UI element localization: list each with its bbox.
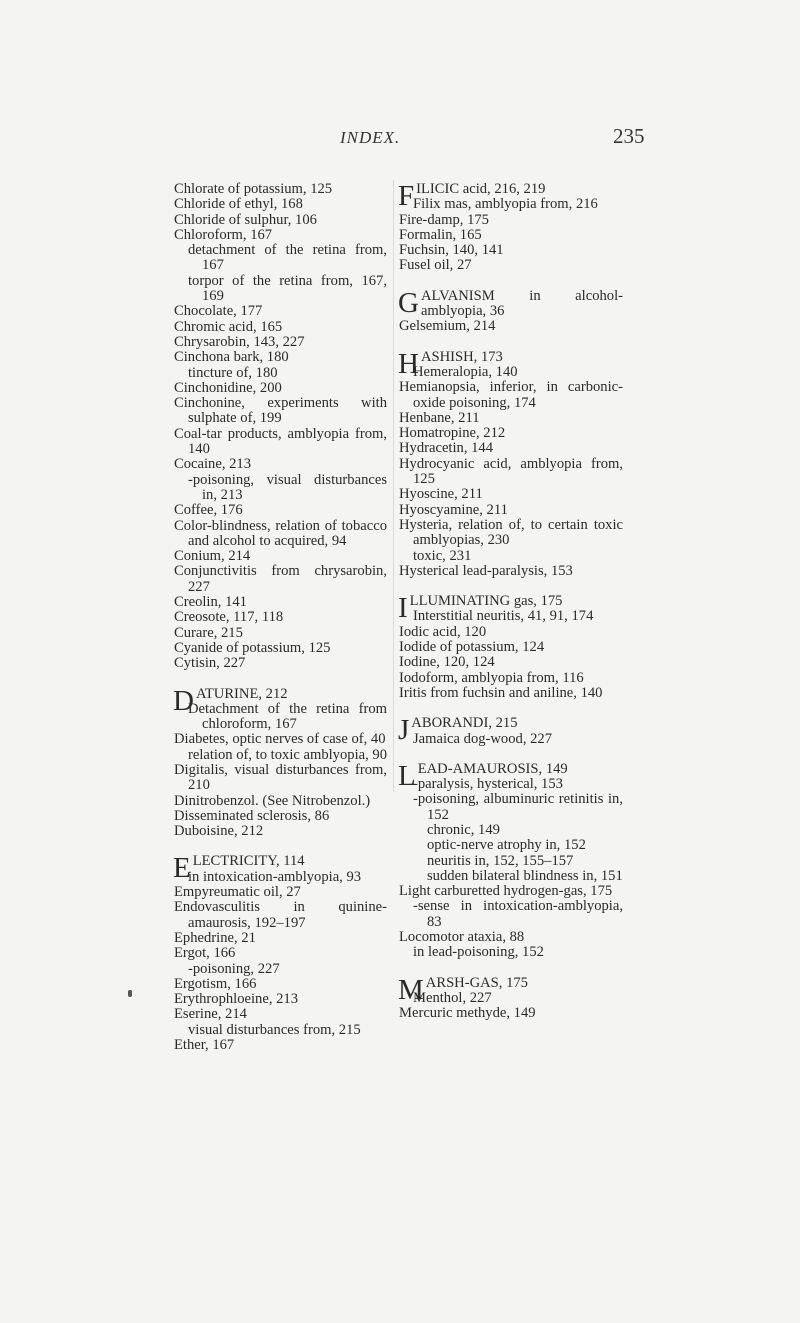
index-entry: Curare, 215: [174, 624, 243, 641]
index-entry: Fusel oil, 27: [399, 257, 472, 274]
index-entry: Fire-damp, 175: [399, 211, 489, 228]
drop-cap-letter: M: [398, 973, 424, 1006]
index-entry: Ephedrine, 21: [174, 929, 256, 946]
index-entry: Hydrocyanic acid, amblyopia from, 125: [399, 455, 623, 488]
index-entry: Ergotism, 166: [174, 975, 257, 992]
section-gap: [399, 747, 623, 762]
index-subentry: Filix mas, amblyopia from, 216: [413, 196, 598, 213]
index-entry: Erythrophloeine, 213: [174, 991, 299, 1008]
index-entry-text: ILICIC acid, 216, 219: [416, 181, 546, 197]
index-entry: Iodoform, amblyopia from, 116: [399, 669, 584, 686]
index-entry: Homatropine, 212: [399, 425, 506, 442]
drop-cap-letter: J: [398, 714, 410, 747]
index-column-right: [399, 182, 623, 1022]
index-subentry: -poisoning, visual disturbances in, 213: [188, 471, 387, 503]
index-entry: Iodic acid, 120: [399, 623, 487, 640]
index-entry: Hydracetin, 144: [399, 440, 494, 457]
index-subentry: relation of, to toxic amblyopia, 90: [188, 746, 387, 763]
index-entry: Eserine, 214: [174, 1006, 247, 1023]
drop-cap-letter: E: [173, 852, 191, 885]
index-entry: Locomotor ataxia, 88: [399, 929, 525, 946]
index-entry: Henbane, 211: [399, 409, 480, 426]
index-subentry: -poisoning, 227: [188, 960, 280, 977]
index-entry: Gelsemium, 214: [399, 318, 496, 335]
index-column-left: [174, 182, 387, 1053]
index-entry: Chrysarobin, 143, 227: [174, 333, 305, 350]
index-entry: Chocolate, 177: [174, 303, 263, 320]
index-subentry: -sense in intoxication-amblyopia, 83: [413, 898, 623, 930]
index-entry: Light carburetted hydrogen-gas, 175: [399, 883, 613, 900]
index-entry: Iodide of potassium, 124: [399, 639, 545, 656]
column-divider: [393, 180, 394, 792]
index-subentry: neuritis in, 152, 155–157: [427, 852, 574, 869]
index-subentry: Menthol, 227: [413, 989, 492, 1006]
index-entry: Disseminated sclerosis, 86: [174, 807, 330, 824]
section-gap: [174, 672, 387, 687]
index-subentry: Detachment of the retina from chloroform, 167: [188, 700, 387, 733]
index-entry: Digitalis, visual disturbances from, 210: [174, 761, 387, 794]
index-section-heading: [398, 286, 623, 320]
index-entry: Color-blindness, relation of tobacco and alcohol to acquired, 94: [174, 517, 387, 549]
index-entry: Conium, 214: [174, 548, 251, 565]
index-entry: Endovasculitis in quinine-amaurosis, 192–197: [174, 899, 387, 931]
index-subentry: visual disturbances from, 215: [188, 1021, 361, 1038]
index-entry-text: LECTRICITY, 114: [192, 853, 305, 870]
index-entry: Coffee, 176: [174, 502, 243, 519]
section-gap: [399, 579, 623, 594]
index-entry: Chlorate of potassium, 125: [174, 181, 333, 197]
index-entry-text: ATURINE, 212: [195, 685, 288, 702]
index-entry: Mercuric methyde, 149: [399, 1005, 536, 1022]
section-gap: [399, 961, 623, 976]
index-entry: Diabetes, optic nerves of case of, 40: [174, 731, 386, 748]
index-entry: Chloride of sulphur, 106: [174, 211, 317, 228]
index-entry: Dinitrobenzol. (See Nitrobenzol.): [174, 792, 371, 809]
index-entry: Cinchona bark, 180: [174, 349, 289, 366]
index-subentry: sudden bilateral blindness in, 151: [427, 867, 623, 884]
index-entry: Hyoscyamine, 211: [399, 501, 508, 518]
index-entry: Cinchonidine, 200: [174, 379, 282, 396]
index-entry: Cinchonine, experiments with sulphate of, 199: [174, 395, 387, 427]
index-entry: Creolin, 141: [174, 594, 247, 611]
index-subentry: torpor of the retina from, 167, 169: [188, 272, 387, 305]
index-entry: Conjunctivitis from chrysarobin, 227: [174, 563, 387, 595]
index-entry: Chloride of ethyl, 168: [174, 196, 303, 213]
index-subentry: in intoxication-amblyopia, 93: [188, 868, 362, 885]
index-subentry: toxic, 231: [413, 547, 472, 564]
index-entry: Coal-tar products, amblyopia from, 140: [174, 425, 387, 458]
running-title: INDEX.: [340, 128, 401, 147]
index-entry: Chromic acid, 165: [174, 318, 283, 335]
index-subentry: optic-nerve atrophy in, 152: [427, 837, 586, 854]
index-entry: Chloroform, 167: [174, 226, 273, 243]
index-entry: Empyreumatic oil, 27: [174, 884, 301, 901]
index-subentry: Jamaica dog-wood, 227: [413, 730, 553, 747]
index-entry: Hemianopsia, inferior, in carbonic-oxide poisoning, 174: [399, 379, 623, 411]
index-entry: Hysterical lead-paralysis, 153: [399, 562, 573, 579]
index-subentry: detachment of the retina from, 167: [188, 242, 387, 274]
index-subentry: tincture of, 180: [188, 364, 278, 381]
drop-cap-letter: H: [398, 347, 419, 380]
page-number: 235: [613, 124, 645, 148]
page-header: [0, 124, 800, 158]
drop-cap-letter: G: [398, 286, 419, 319]
drop-cap-letter: L: [398, 759, 416, 792]
drop-cap-letter: F: [398, 180, 415, 212]
section-gap: [399, 335, 623, 350]
index-entry-text: EAD-AMAUROSIS, 149: [417, 760, 568, 777]
index-entry-text: ARSH-GAS, 175: [425, 974, 528, 991]
index-subentry: -poisoning, albuminuric retinitis in, 152: [413, 791, 623, 823]
index-entry: Cocaine, 213: [174, 456, 252, 473]
index-subentry: -paralysis, hysterical, 153: [413, 776, 563, 793]
index-subentry: in lead-poisoning, 152: [413, 944, 544, 961]
index-entry-text: ALVANISM in alcohol-amblyopia, 36: [420, 287, 623, 320]
index-entry: Ether, 167: [174, 1037, 235, 1054]
index-entry: Hyoscine, 211: [399, 486, 483, 503]
index-entry: Cyanide of potassium, 125: [174, 639, 331, 656]
index-subentry: Hemeralopia, 140: [413, 363, 518, 380]
drop-cap-letter: I: [398, 592, 408, 625]
ink-speck: [128, 990, 132, 997]
index-entry: Duboisine, 212: [174, 823, 264, 840]
index-entry: Fuchsin, 140, 141: [399, 242, 504, 259]
index-entry: Creosote, 117, 118: [174, 609, 284, 626]
section-gap: [399, 274, 623, 289]
index-entry: Formalin, 165: [399, 226, 482, 243]
drop-cap-letter: D: [173, 684, 194, 717]
index-entry: Iritis from fuchsin and aniline, 140: [399, 684, 603, 701]
index-entry-text: ASHISH, 173: [420, 348, 503, 365]
index-entry: Cytisin, 227: [174, 655, 246, 672]
index-entry: Iodine, 120, 124: [399, 654, 495, 671]
index-entry-text: LLUMINATING gas, 175: [409, 593, 563, 610]
index-subentry: Interstitial neuritis, 41, 91, 174: [413, 608, 594, 625]
index-entry: Ergot, 166: [174, 945, 236, 962]
index-subentry: chronic, 149: [427, 821, 500, 838]
index-entry: Hysteria, relation of, to certain toxic amblyopias, 230: [399, 516, 623, 549]
index-entry-text: ABORANDI, 215: [411, 715, 518, 732]
section-gap: [399, 701, 623, 716]
